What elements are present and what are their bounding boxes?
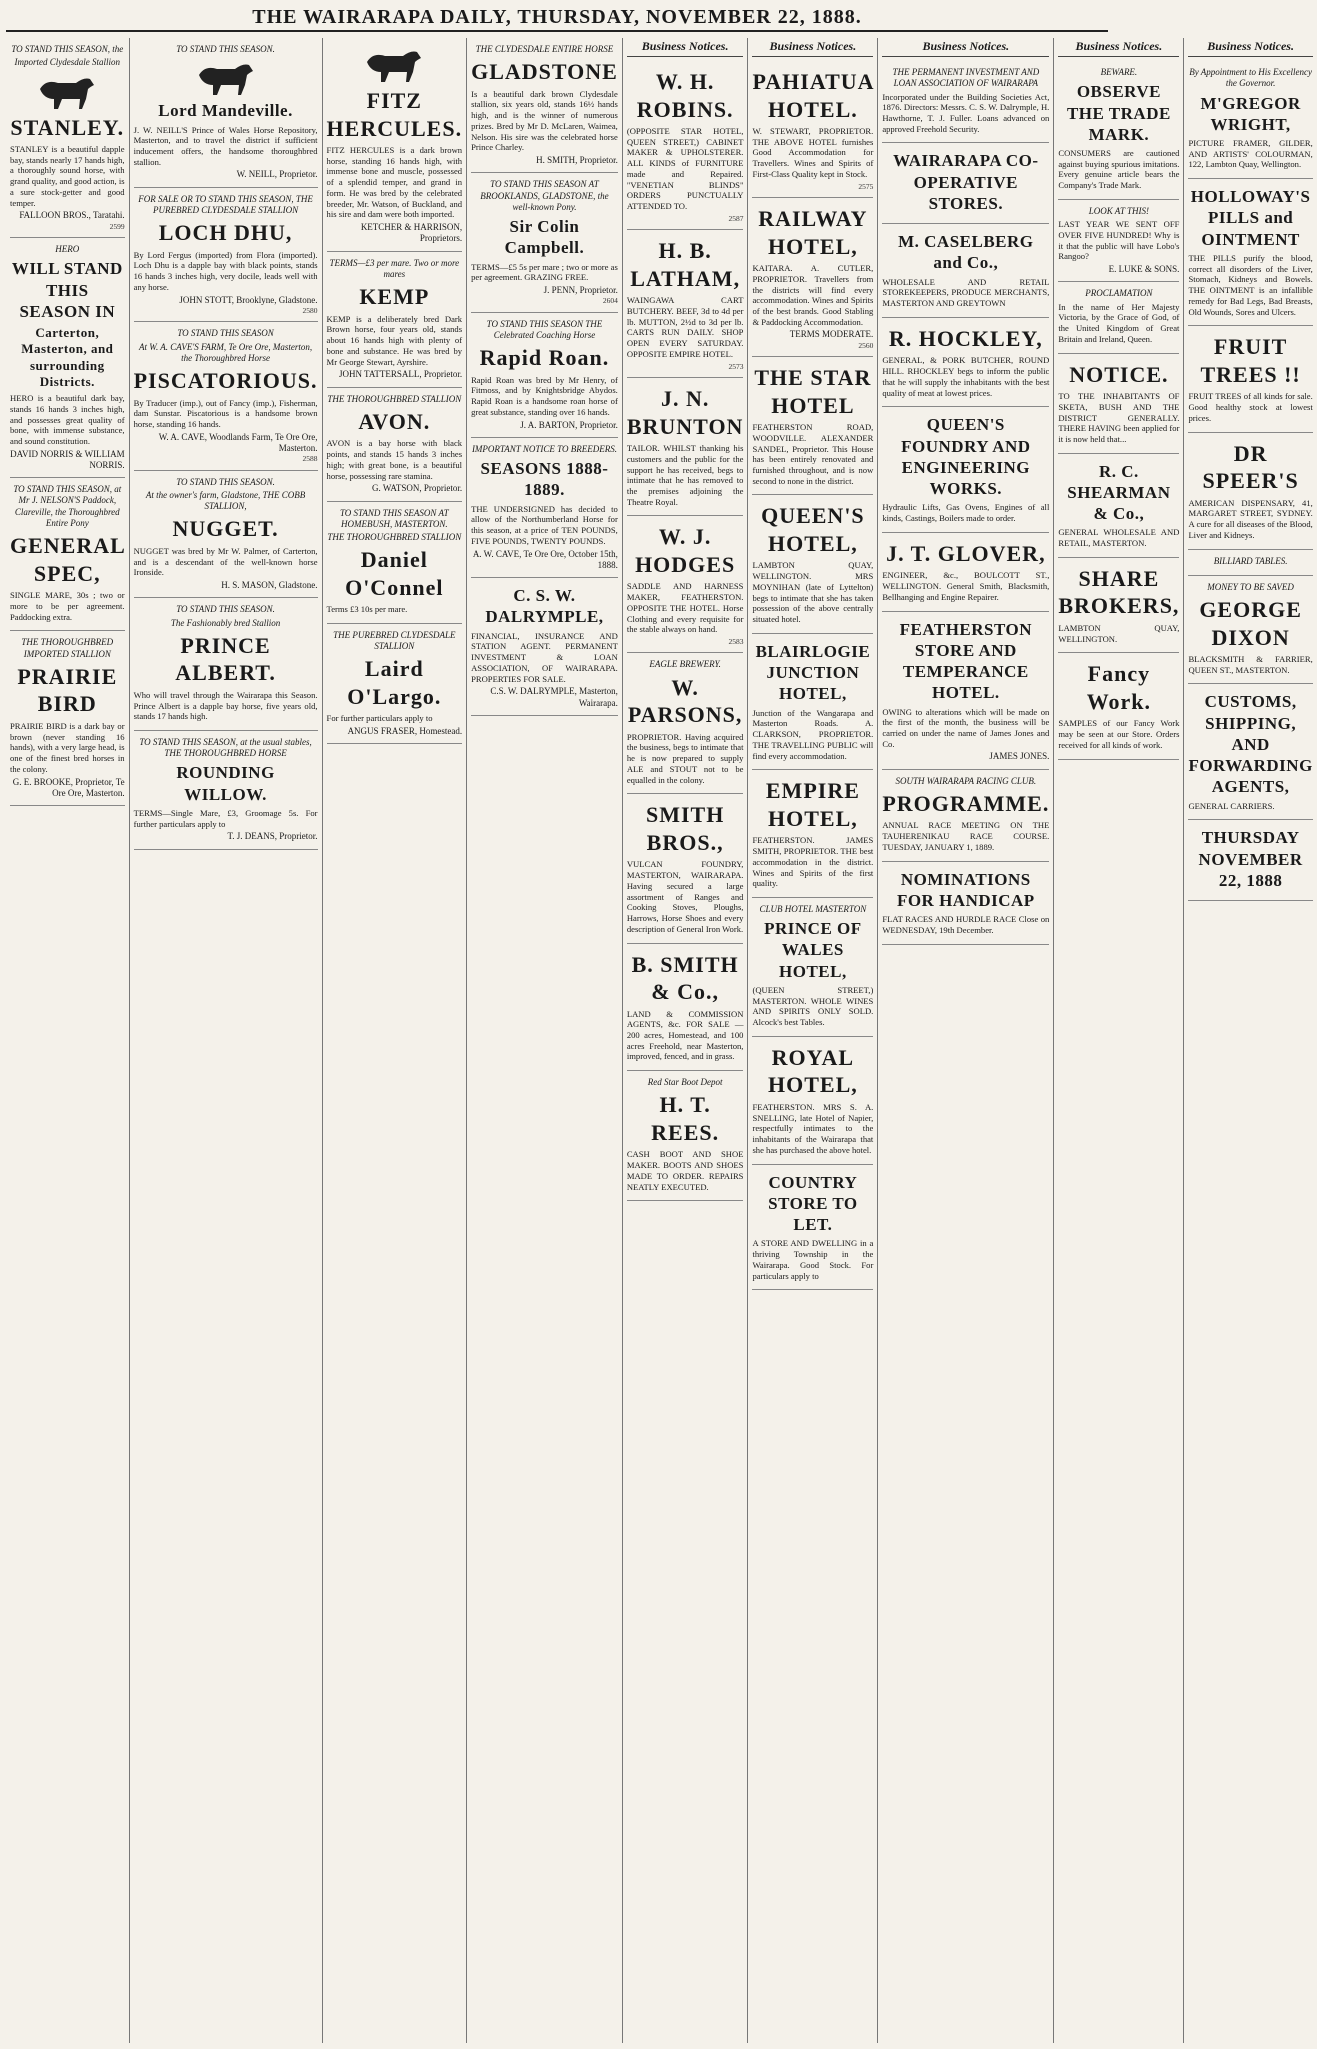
ad-name: PROGRAMME. (882, 790, 1050, 816)
advertisement (882, 224, 1049, 318)
ad-heading: At W. A. CAVE'S FARM, Te Ore Ore, Masterton, the Thoroughbred Horse (139, 341, 313, 363)
advertisement (627, 944, 744, 1072)
advertisement (327, 252, 463, 388)
ad-signature: TERMS MODERATE. (789, 329, 874, 340)
advertisement (10, 238, 125, 478)
horse-engraving-icon (191, 57, 261, 97)
ad-name: BLAIRLOGIE JUNCTION HOTEL, (755, 641, 871, 704)
advertisement (471, 578, 618, 716)
ad-name: QUEEN'S FOUNDRY AND ENGINEERING WORKS. (901, 415, 1031, 499)
ad-name: M. CASELBERG and Co., (898, 232, 1034, 273)
column-4 (467, 38, 623, 2043)
ad-heading: At the owner's farm, Gladstone, THE COBB STALLION, (145, 489, 306, 512)
advertisement (882, 770, 1049, 862)
ad-body: FITZ HERCULES is a dark brown horse, standing 16 hands high, with immense bone and muscle, possessed of a splendid temper, and grand in form. He was bred by the celebrated breeder, Mr. Watson, of Buckland, and his sire and dam were both imported. (326, 145, 463, 220)
ad-name: R. HOCKLEY, (888, 325, 1043, 351)
ad-heading: The Fashionably bred Stallion (170, 617, 281, 628)
ad-body: FINANCIAL, INSURANCE AND STATION AGENT. PERMANENT INVESTMENT & LOAN ASSOCIATION, OF WAIRARAPA. PROPERTIES FOR SALE. (471, 630, 618, 684)
ad-name: M'GREGOR WRIGHT, (1200, 93, 1301, 134)
advertisement (10, 38, 125, 238)
ad-heading: TO STAND THIS SEASON, the (11, 44, 124, 54)
ad-body: Terms £3 10s per mare. (326, 604, 408, 615)
ad-name: PAHIATUA HOTEL. (752, 69, 875, 122)
ad-name: RAILWAY HOTEL, (758, 206, 868, 259)
ad-body: Incorporated under the Building Societies Act, 1876. Directors: Messrs. C. S. W. Dalrymple, H. Hawthorne, T. J. Fuller. Loans advanced on approved Freehold Security. (882, 91, 1050, 134)
ad-name: C. S. W. DALRYMPLE, (485, 586, 604, 627)
ad-body: FRUIT TREES of all kinds for sale. Good healthy stock at lowest prices. (1188, 391, 1313, 423)
ad-name: THE STAR HOTEL (754, 365, 872, 418)
ad-heading: HERO (55, 244, 80, 255)
ad-body: W. STEWART, PROPRIETOR. THE ABOVE HOTEL furnishes Good Accommodation for Travellers. Wines and Spirits of First-Class Quality kept in Stock. (752, 126, 874, 179)
ad-name: THURSDAY NOVEMBER 22, 1888 (1198, 828, 1303, 890)
ad-name: Fancy Work. (1086, 661, 1152, 714)
advertisement (134, 38, 318, 188)
ad-heading: THE PERMANENT INVESTMENT AND LOAN ASSOCIATION OF WAIRARAPA (892, 67, 1040, 89)
ad-signature: G. WATSON, Proprietor. (371, 483, 463, 494)
ad-heading: FOR SALE OR TO STAND THIS SEASON, THE PUREBRED CLYDESDALE STALLION (138, 193, 313, 215)
ad-name: FEATHERSTON STORE AND TEMPERANCE HOTEL. (899, 619, 1033, 703)
ad-heading: TO STAND THIS SEASON, at the usual stables, THE THOROUGHBRED HORSE (139, 736, 312, 759)
advertisement (882, 862, 1049, 945)
masthead (6, 4, 1108, 32)
ad-signature: W. A. CAVE, Woodlands Farm, Te Ore Ore, Masterton. (158, 431, 318, 453)
column-header: Business Notices. (882, 38, 1049, 57)
advertisement (471, 438, 618, 578)
ad-signature: DAVID NORRIS & WILLIAM NORRIS. (10, 448, 125, 470)
ad-heading: TO STAND THIS SEASON, at Mr J. NELSON'S Paddock, Clareville, the Thoroughbred Entire Pony (13, 484, 122, 528)
ad-heading: THE PUREBRED CLYDESDALE STALLION (333, 629, 456, 652)
advertisement (882, 61, 1049, 143)
ad-reference-number: 2580 (302, 305, 318, 315)
ad-name: W. PARSONS, (627, 674, 743, 728)
ad-body: Hydraulic Lifts, Gas Ovens, Engines of all kinds, Castings, Boilers made to order. (882, 502, 1050, 524)
ad-name: R. C. SHEARMAN & Co., (1067, 461, 1171, 524)
ad-name: PISCATORIOUS. (133, 368, 318, 393)
ad-name: GEORGE DIXON (1199, 597, 1302, 650)
ad-reference-number: 2588 (302, 454, 318, 464)
ad-name: STANLEY. (10, 114, 125, 140)
ad-name: AVON. (358, 408, 431, 434)
ad-body: VULCAN FOUNDRY, MASTERTON, WAIRARAPA. Having secured a large assortment of Ranges and Cooking Stoves, Ploughs, Harrows, Horse Shoes and every description of General Iron Work. (626, 859, 744, 934)
ad-body: STANLEY is a beautiful dapple bay, stands nearly 17 hands high, a thoroughly sound horse, with grand quality, and good action, is a sure stock-getter and good temper. (10, 144, 125, 208)
advertisement (10, 631, 125, 806)
advertisement (627, 516, 744, 653)
ad-body: Junction of the Wangarapa and Masterton Roads. A. CLARKSON, PROPRIETOR. THE TRAVELLING PUBLIC will find every accommodation. (752, 707, 874, 761)
ad-body: LAMBTON QUAY, WELLINGTON. MRS MOYNIHAN (late of Lyttelton) begs to intimate that she has taken possession of the above centrally situated hotel. (752, 560, 874, 625)
ad-name: OBSERVE THE TRADE MARK. (1066, 82, 1171, 144)
ad-name: QUEEN'S HOTEL, (761, 503, 865, 556)
ad-heading: TO STAND THIS SEASON (177, 328, 274, 339)
advertisement (327, 388, 463, 502)
advertisement (1058, 354, 1179, 454)
column-1 (6, 38, 130, 2043)
ad-signature: JAMES JONES. (989, 751, 1050, 762)
ad-signature: H. SMITH, Proprietor. (536, 155, 618, 166)
horse-engraving-icon (32, 71, 102, 111)
ad-heading: THE THOROUGHBRED STALLION (327, 532, 462, 542)
ad-body: By Traducer (imp.), out of Fancy (imp.), Fisherman, dam Sunstar. Piscatorious is a handsome brown horse, standing 16 hands. (133, 397, 318, 429)
ad-name: SEASONS 1888-1889. (480, 459, 609, 500)
ad-signature: W. NEILL, Proprietor. (236, 169, 318, 180)
ad-heading: LOOK AT THIS! (1088, 205, 1150, 216)
ad-body: NUGGET was bred by Mr W. Palmer, of Carterton, and is a descendant of the well-known horse Ironside. (133, 545, 318, 578)
advertisement (752, 495, 873, 633)
ad-name: NOTICE. (1069, 361, 1169, 387)
ad-reference-number: 2583 (728, 637, 744, 647)
ad-signature: A. W. CAVE, Te Ore Ore, October 15th, 1888. (472, 548, 618, 570)
advertisement (882, 407, 1049, 532)
advertisement (882, 533, 1049, 612)
advertisement (1058, 61, 1179, 200)
ad-name: LOCH DHU, (158, 220, 293, 246)
ad-name: W. J. HODGES (635, 524, 736, 577)
column-9 (1184, 38, 1316, 2043)
ad-body: AVON is a bay horse with black points, and stands 15 hands 3 inches high; with great bone, is a beautiful horse, possessing rare stamina. (326, 438, 463, 481)
ad-signature: J. PENN, Proprietor. (543, 285, 618, 296)
ad-name: HOLLOWAY'S PILLS and OINTMENT (1190, 187, 1311, 249)
ad-heading: THE CLYDESDALE ENTIRE HORSE (475, 44, 614, 54)
ad-name: ROUNDING WILLOW. (176, 763, 275, 804)
column-header: Business Notices. (627, 38, 744, 57)
ad-body: SINGLE MARE, 30s ; two or more to be per agreement. Paddocking extra. (10, 590, 125, 622)
ad-name: PRINCE ALBERT. (175, 632, 276, 686)
advertisement (134, 188, 318, 323)
advertisement (752, 1165, 873, 1291)
ad-body: KAITARA. A. CUTLER, PROPRIETOR. Travellers from the districts will find every accommodation. Wines and Spirits of the best brands. Good Stabling & Paddocking Accommodation. (752, 263, 874, 327)
column-header: Business Notices. (1188, 38, 1312, 57)
column-3 (323, 38, 468, 2043)
ad-heading: TERMS—£3 per mare. Two or more mares (329, 257, 460, 279)
ad-body: Is a beautiful dark brown Clydesdale stallion, six years old, stands 16½ hands high, and is the winner of numerous prizes. Bred by Mr D. McLaren, Waimea, Nelson. His sire was the celebrated horse Prince Charley. (471, 88, 618, 153)
ad-body: TO THE INHABITANTS OF SKETA, BUSH AND THE DISTRICT GENERALLY. THERE HAVING been applied for it is now held that... (1058, 391, 1180, 444)
ad-signature: E. LUKE & SONS. (1108, 264, 1180, 275)
masthead-title: THE WAIRARAPA DAILY, THURSDAY, NOVEMBER 22, 1888. (252, 5, 862, 28)
advertisement (471, 38, 618, 173)
ad-name: Carterton, Masterton, and surrounding Districts. (21, 325, 114, 389)
advertisement (10, 478, 125, 631)
ad-name: H. B. LATHAM, (630, 238, 741, 291)
ad-signature: JOHN TATTERSALL, Proprietor. (338, 369, 463, 380)
advertisement (1188, 433, 1312, 550)
ad-name: DR SPEER'S (1202, 440, 1299, 494)
advertisement (1188, 61, 1312, 179)
ad-name: PRAIRIE BIRD (17, 663, 118, 717)
ad-signature: J. A. BARTON, Proprietor. (520, 419, 618, 430)
ad-name: WAIRARAPA CO-OPERATIVE STORES. (893, 151, 1039, 213)
ad-name: J. N. BRUNTON (626, 386, 744, 439)
ad-body: BLACKSMITH & FARRIER, QUEEN ST., MASTERTON. (1188, 654, 1313, 675)
ad-body: HERO is a beautiful dark bay, stands 16 hands 3 inches high, and possesses great quality of bone, with immense substance, and sound constitution. (10, 393, 125, 446)
ad-body: LAMBTON QUAY, WELLINGTON. (1058, 622, 1180, 644)
columns (6, 38, 1313, 2043)
ad-name: CUSTOMS, SHIPPING, AND FORWARDING AGENTS, (1188, 692, 1313, 797)
advertisement (134, 322, 318, 470)
ad-body: GENERAL WHOLESALE AND RETAIL, MASTERTON. (1058, 527, 1180, 549)
advertisement (752, 634, 873, 770)
ad-name: W. H. ROBINS. (636, 69, 734, 122)
ad-heading: Red Star Boot Depot (647, 1077, 723, 1088)
advertisement (1188, 550, 1312, 576)
ad-heading: SOUTH WAIRARAPA RACING CLUB. (895, 775, 1037, 786)
ad-name: Laird O'Largo. (347, 656, 442, 709)
advertisement (327, 624, 463, 744)
ad-body: GENERAL, & PORK BUTCHER, ROUND HILL. RHOCKLEY begs to inform the public that he will supply the inhabitants with the best quality of meat at lowest prices. (882, 355, 1050, 398)
ad-heading: TO STAND THIS SEASON. (176, 44, 275, 54)
advertisement (1058, 653, 1179, 759)
ad-body: In the name of Her Majesty Victoria, by the Grace of God, of the United Kingdom of Great Britain and Ireland, Queen. (1058, 301, 1180, 344)
advertisement (1188, 179, 1312, 326)
ad-heading: BILLIARD TABLES. (1213, 555, 1288, 566)
advertisement (627, 230, 744, 378)
ad-name: Daniel O'Connel (345, 547, 444, 600)
advertisement (1188, 820, 1312, 901)
ad-name: SHARE BROKERS, (1058, 565, 1180, 619)
ad-body: OWING to alterations which will be made on the first of the month, the business will be carried on under the name of James Jones and Co. (882, 706, 1050, 749)
ad-heading: By Appointment to His Excellency the Governor. (1189, 67, 1312, 89)
ad-body: GENERAL CARRIERS. (1188, 800, 1275, 811)
ad-heading: TO STAND THIS SEASON AT BROOKLANDS, GLADSTONE, the well-known Pony. (480, 179, 609, 212)
ad-heading: THE THOROUGHBRED STALLION (327, 393, 462, 404)
advertisement (471, 173, 618, 312)
advertisement (882, 143, 1049, 224)
ad-reference-number: 2575 (858, 181, 874, 191)
ad-signature: G. E. BROOKE, Proprietor, Te Ore Ore, Masterton. (12, 776, 125, 798)
ad-signature: JOHN STOTT, Brooklyne, Gladstone. (179, 294, 318, 305)
ad-body: (QUEEN STREET,) MASTERTON. WHOLE WINES AND SPIRITS ONLY SOLD. Alcock's best Tables. (752, 984, 874, 1028)
column-8 (1054, 38, 1184, 2043)
ad-name: Sir Colin Campbell. (504, 217, 585, 258)
ad-signature: T. J. DEANS, Proprietor. (227, 831, 318, 842)
ad-reference-number: 2573 (728, 361, 744, 371)
advertisement (134, 731, 318, 850)
ad-reference-number: 2587 (728, 213, 744, 223)
ad-name: FRUIT TREES !! (1200, 334, 1301, 387)
advertisement (627, 653, 744, 794)
horse-engraving-icon (359, 44, 429, 84)
ad-name: EMPIRE HOTEL, (765, 778, 860, 831)
advertisement (752, 61, 873, 198)
ad-body: J. W. NEILL'S Prince of Wales Horse Repository, Masterton, and to travel the district if sufficient inducement offers, the handsome thoroughbred stallion. (133, 124, 318, 167)
ad-name: COUNTRY STORE TO LET. (768, 1172, 858, 1235)
ad-body: By Lord Fergus (imported) from Flora (imported). Loch Dhu is a dapple bay with black points, stands 16 hands 3 inches high, very docile, leads well with any horse. (133, 249, 318, 292)
ad-name: WILL STAND THIS SEASON IN (11, 259, 123, 321)
ad-heading: CLUB HOTEL MASTERTON (759, 903, 867, 914)
ad-body: WAINGAWA CART BUTCHERY. BEEF, 3d to 4d per lb. MUTTON, 2½d to 3d per lb. CARTS RUN DAILY. SHOP OPEN EVERY SATURDAY. OPPOSITE EMPIRE HOTEL. (626, 295, 744, 359)
ad-reference-number: 2604 (602, 296, 618, 306)
ad-body: FEATHERSTON. MRS S. A. SNELLING, late Hotel of Napier, respectfully intimates to the inhabitants of the Wairarapa that she has purchased the above hotel. (752, 1101, 874, 1155)
ad-body: FEATHERSTON ROAD, WOODVILLE. ALEXANDER SANDEL, Proprietor. This House has been entirely renovated and furnished throughout, and is now second to none in the district. (752, 422, 874, 486)
advertisement (1058, 282, 1179, 353)
advertisement (134, 598, 318, 731)
ad-name: Rapid Roan. (479, 345, 610, 371)
ad-heading: MONEY TO BE SAVED (1207, 581, 1294, 592)
advertisement (1188, 684, 1312, 820)
ad-name: KEMP (359, 284, 430, 310)
ad-name: NOMINATIONS FOR HANDICAP (896, 869, 1035, 910)
column-7 (878, 38, 1054, 2043)
ad-heading: Imported Clydesdale Stallion (14, 57, 121, 68)
ad-name: FITZ HERCULES. (326, 88, 463, 141)
ad-reference-number: 2599 (109, 221, 125, 231)
ad-body: CASH BOOT AND SHOE MAKER. BOOTS AND SHOES MADE TO ORDER. REPAIRS NEATLY EXECUTED. (626, 1149, 744, 1192)
advertisement (882, 318, 1049, 407)
ad-heading: TO STAND THIS SEASON THE Celebrated Coaching Horse (486, 318, 603, 340)
ad-body: THE PILLS purify the blood, correct all disorders of the Liver, Stomach, Kidneys and Bowels. THE OINTMENT is an infallible remedy for Bad Legs, Bad Breasts, Old Wounds, Sores and Ulcers. (1188, 252, 1313, 317)
ad-body: LAST YEAR WE SENT OFF OVER FIVE HUNDRED! Why is it that the public will have Lobo's Rangoo? (1058, 219, 1180, 262)
advertisement (752, 198, 873, 357)
ad-body: TERMS—Single Mare, £3, Groomage 5s. For further particulars apply to (133, 807, 318, 829)
ad-body: For further particulars apply to (326, 713, 433, 724)
ad-heading: EAGLE BREWERY. (649, 659, 721, 670)
ad-signature: H. S. MASON, Gladstone. (221, 580, 318, 591)
ad-heading: TO STAND THIS SEASON. (176, 604, 275, 615)
ad-body: WHOLESALE AND RETAIL STOREKEEPERS, PRODUCE MERCHANTS, MASTERTON AND GREYTOWN (882, 276, 1050, 309)
advertisement (1058, 558, 1179, 653)
ad-signature: ANGUS FRASER, Homestead. (347, 726, 463, 737)
column-header: Business Notices. (1058, 38, 1179, 57)
ad-body: THE UNDERSIGNED has decided to allow of the Northumberland Horse for this season, at a price of TEN POUNDS, FIVE POUNDS, TWENTY POUNDS. (471, 503, 618, 546)
advertisement (752, 357, 873, 495)
ad-body: PRAIRIE BIRD is a dark bay or brown (never standing 16 hands), with a very large head, is one of the finest bred horses in the colony. (10, 720, 125, 774)
ad-name: SMITH BROS., (645, 802, 725, 855)
advertisement (882, 612, 1049, 770)
ad-signature: C.S. W. DALRYMPLE, Masterton, Wairarapa. (490, 686, 618, 708)
column-6 (748, 38, 878, 2043)
ad-body: KEMP is a deliberately bred Dark Brown horse, four years old, stands about 16 hands high with plenty of bone and substance. He was bred by Mr George Stewart, Ayrshire. (326, 313, 463, 367)
ad-body: TERMS—£5 5s per mare ; two or more as per agreement. GRAZING FREE. (471, 261, 618, 283)
ad-body: AMERICAN DISPENSARY, 41, MARGARET STREET, SYDNEY. A cure for all diseases of the Blood, Liver and Kidneys. (1188, 497, 1313, 540)
ad-body: A STORE AND DWELLING in a thriving Township in the Wairarapa. Good Stock. For particulars apply to (752, 1238, 874, 1281)
ad-body: SADDLE AND HARNESS MAKER, FEATHERSTON. OPPOSITE THE HOTEL. Horse Clothing and every requisite for the stable always on hand. (626, 581, 744, 635)
ad-name: GENERAL SPEC, (10, 533, 126, 586)
advertisement (1188, 326, 1312, 432)
ad-body: ENGINEER, &c., BOULCOTT ST., WELLINGTON. General Smith, Blacksmith, Bellhanging and Engine Repairer. (882, 570, 1050, 602)
advertisement (752, 1037, 873, 1165)
ad-signature: KETCHER & HARRISON, Proprietors. (360, 222, 463, 244)
ad-name: ROYAL HOTEL, (768, 1044, 858, 1098)
advertisement (1188, 576, 1312, 685)
ad-body: FLAT RACES AND HURDLE RACE Close on WEDNESDAY, 19th December. (882, 914, 1050, 935)
advertisement (327, 502, 463, 624)
ad-name: PRINCE OF WALES HOTEL, (764, 919, 862, 981)
advertisement (627, 61, 744, 230)
ad-heading: IMPORTANT NOTICE TO BREEDERS. (471, 443, 617, 454)
ad-signature: FALLOON BROS., Taratahi. (19, 210, 125, 221)
ad-reference-number: 2560 (858, 340, 874, 350)
advertisement (627, 378, 744, 516)
ad-body: SAMPLES of our Fancy Work may be seen at our Store. Orders received for all kinds of work. (1058, 718, 1180, 750)
ad-body: (OPPOSITE STAR HOTEL, QUEEN STREET,) CABINET MAKER & UPHOLSTERER. ALL KINDS of FURNITURE made and Repaired. "VENETIAN BLINDS" ORDERS PUNCTUALLY ATTENDED TO. (626, 126, 744, 212)
ad-body: CONSUMERS are cautioned against buying spurious imitations. Every genuine article bears the Company's Trade Mark. (1058, 148, 1180, 191)
advertisement (1058, 200, 1179, 282)
ad-body: ANNUAL RACE MEETING ON THE TAUHERENIKAU RACE COURSE. TUESDAY, JANUARY 1, 1889. (882, 820, 1050, 852)
ad-name: H. T. REES. (651, 1092, 720, 1145)
advertisement (327, 38, 463, 252)
ad-name: J. T. GLOVER, (886, 540, 1046, 566)
ad-name: NUGGET. (172, 516, 279, 542)
ad-body: Rapid Roan was bred by Mr Henry, of Fitmoss, and by Knightsbridge Abydos. Rapid Roan is a handsome roan horse of great substance, standing over 16 hands. (471, 374, 618, 417)
ad-body: TAILOR. WHILST thanking his customers and the public for the support he has received, begs to intimate that he has removed to the premises adjoining the Theatre Royal. (626, 443, 744, 507)
ad-body: LAND & COMMISSION AGENTS, &c. FOR SALE — 200 acres, Homestead, and 100 acres Freehold, near Masterton, improved, fenced, and in grass. (626, 1008, 744, 1062)
column-2 (130, 38, 323, 2043)
advertisement (627, 794, 744, 943)
advertisement (1058, 454, 1179, 558)
ad-heading: TO STAND THIS SEASON. (176, 476, 275, 487)
advertisement (752, 898, 873, 1037)
ad-name: B. SMITH & Co., (631, 951, 739, 1005)
advertisement (471, 313, 618, 438)
ad-heading: PROCLAMATION (1085, 288, 1153, 299)
advertisement (752, 770, 873, 898)
ad-body: PROPRIETOR. Having acquired the business, begs to intimate that he is now prepared to supply ALE and STOUT not to be equalled in the colony. (626, 731, 744, 785)
column-5 (623, 38, 749, 2043)
ad-heading: BEWARE. (1100, 67, 1138, 77)
advertisement (627, 1071, 744, 1201)
ad-heading: TO STAND THIS SEASON AT HOMEBUSH, MASTERTON. (339, 507, 449, 529)
column-header: Business Notices. (752, 38, 873, 57)
ad-heading: THE THOROUGHBRED IMPORTED STALLION (21, 637, 114, 659)
ad-name: GLADSTONE (471, 59, 618, 85)
advertisement (134, 471, 318, 599)
ad-body: FEATHERSTON. JAMES SMITH, PROPRIETOR. THE best accommodation in the district. Wines and Spirits of the first quality. (752, 835, 874, 889)
ad-body: Who will travel through the Wairarapa this Season. Prince Albert is a dapple bay horse, five years old, stands 17 hands high. (133, 689, 318, 722)
ad-name: Lord Mandeville. (158, 101, 293, 121)
ad-body: PICTURE FRAMER, GILDER, AND ARTISTS' COLOURMAN, 122, Lambton Quay, Wellington. (1188, 138, 1313, 170)
